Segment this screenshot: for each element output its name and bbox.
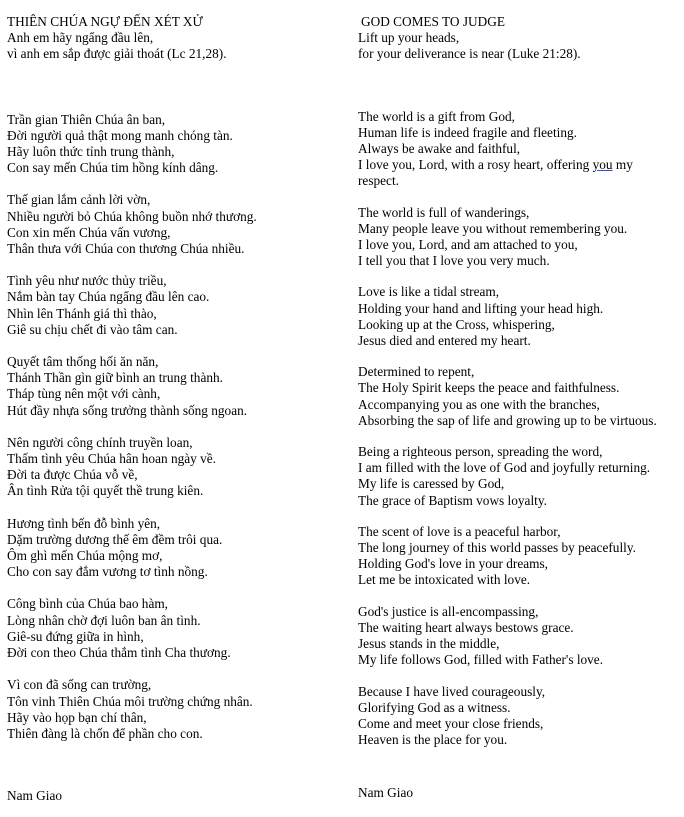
- epigraph-line: Anh em hãy ngẩng đầu lên,: [7, 30, 154, 46]
- poem-stanzas-english: [358, 109, 680, 749]
- poem-line: Giê su chịu chết đi vào tâm can.: [7, 321, 178, 337]
- poem-title-english: GOD COMES TO JUDGE: [361, 14, 505, 29]
- poem-line: I tell you that I love you very much.: [358, 253, 550, 269]
- stanza: [7, 112, 342, 177]
- poem-line: Glorifying God as a witness.: [358, 699, 511, 715]
- poem-line: Love is like a tidal stream,: [358, 284, 500, 300]
- stanza: [358, 444, 680, 509]
- poem-line: I am filled with the love of God and joyfully returning.: [358, 460, 651, 476]
- poem-line: Absorbing the sap of life and growing up to be virtuous.: [358, 412, 657, 428]
- epigraph-line: Lift up your heads,: [358, 30, 460, 46]
- english-poem-column: [358, 14, 680, 763]
- poem-line: Con say mến Chúa tim hồng kính dâng.: [7, 160, 219, 176]
- poem-line: Nhìn lên Thánh giá thì thào,: [7, 305, 157, 321]
- poem-line: Thánh Thần gìn giữ bình an trung thành.: [7, 370, 223, 386]
- stanza: [7, 435, 342, 500]
- poem-line: The scent of love is a peaceful harbor,: [358, 523, 561, 539]
- poem-stanzas-vietnamese: [7, 112, 342, 743]
- stanza: [358, 684, 680, 749]
- poem-line: Vì con đã sống can trường,: [7, 677, 152, 693]
- stanza: [7, 677, 342, 742]
- poem-line: Let me be intoxicated with love.: [358, 572, 531, 588]
- stanza: [358, 109, 680, 190]
- stanza: [7, 192, 342, 257]
- poem-line: Holding God's love in your dreams,: [358, 556, 549, 572]
- poem-line: Tháp tùng nên một với cành,: [7, 386, 161, 402]
- epigraph-line: for your deliverance is near (Luke 21:28).: [358, 46, 581, 62]
- poem-line: I love you, Lord, and am attached to you,: [358, 237, 578, 253]
- poem-line: Giê-su đứng giữa in hình,: [7, 628, 144, 644]
- poem-line: Thế gian lắm cảnh lời vờn,: [7, 192, 151, 208]
- poem-line: The Holy Spirit keeps the peace and faithfulness.: [358, 380, 620, 396]
- spellcheck-underline: you: [592, 157, 613, 173]
- poem-line: Tình yêu như nước thủy triều,: [7, 273, 167, 289]
- epigraph-line: vì anh em sắp được giải thoát (Lc 21,28).: [7, 46, 227, 62]
- poem-line: Đời người quả thật mong manh chóng tàn.: [7, 127, 233, 143]
- poem-line: Holding your hand and lifting your head high.: [358, 300, 604, 316]
- poem-line: Ân tình Rửa tội quyết thề trung kiên.: [7, 483, 204, 499]
- poem-line: Heaven is the place for you.: [358, 732, 508, 748]
- poem-line: God's justice is all-encompassing,: [358, 603, 539, 619]
- poem-line: Trần gian Thiên Chúa ân ban,: [7, 111, 166, 127]
- poem-line: The world is full of wanderings,: [358, 204, 530, 220]
- vietnamese-poem-column: [7, 14, 342, 758]
- poem-line: Công bình của Chúa bao hàm,: [7, 596, 169, 612]
- poem-line: Jesus died and entered my heart.: [358, 333, 531, 349]
- poem-line: Nhiều người bỏ Chúa không buồn nhớ thương.: [7, 208, 257, 224]
- stanza: [358, 604, 680, 669]
- poem-line: Hãy luôn thức tỉnh trung thành,: [7, 144, 175, 160]
- poem-line: Always be awake and faithful,: [358, 141, 521, 157]
- poem-line: Hương tình bến đỗ bình yên,: [7, 515, 161, 531]
- stanza: [358, 524, 680, 589]
- poem-line: Hút đầy nhựa sống trưởng thành sống ngoan.: [7, 402, 248, 418]
- poem-line: The grace of Baptism vows loyalty.: [358, 492, 547, 508]
- poem-line: Cho con say đắm vương tơ tình nồng.: [7, 564, 208, 580]
- poem-line: Human life is indeed fragile and fleeting.: [358, 124, 577, 140]
- stanza: [7, 273, 342, 338]
- poem-line: Thiên đàng là chốn để phần cho con.: [7, 725, 203, 741]
- poem-line: Many people leave you without remembering you.: [358, 220, 628, 236]
- poem-line: Lòng nhân chờ đợi luôn ban ân tình.: [7, 612, 201, 628]
- poem-title-vietnamese: THIÊN CHÚA NGỰ ĐẾN XÉT XỬ: [7, 14, 203, 29]
- poem-epigraph-vietnamese: [7, 30, 342, 62]
- poem-line: Thấm tình yêu Chúa hân hoan ngày về.: [7, 451, 217, 467]
- author-name-english: Nam Giao: [358, 785, 414, 800]
- poem-line: Dặm trường dương thế êm đềm trôi qua.: [7, 531, 223, 547]
- poem-line: I love you, Lord, with a rosy heart, offering you my: [358, 157, 633, 173]
- poem-line: The long journey of this world passes by peacefully.: [358, 540, 636, 556]
- poem-line: Accompanying you as one with the branches,: [358, 396, 600, 412]
- poem-line: Thân thưa với Chúa con thương Chúa nhiều.: [7, 241, 245, 257]
- stanza: [7, 354, 342, 419]
- poem-line: Tôn vinh Thiên Chúa môi trường chứng nhân.: [7, 693, 253, 709]
- poem-line: Come and meet your close friends,: [358, 715, 544, 731]
- poem-line: Jesus stands in the middle,: [358, 636, 500, 652]
- author-name-vietnamese: Nam Giao: [7, 788, 63, 803]
- poem-line: Because I have lived courageously,: [358, 683, 546, 699]
- poem-line: Đời ta được Chúa vỗ về,: [7, 467, 138, 483]
- poem-line: Ôm ghì mến Chúa mộng mơ,: [7, 548, 163, 564]
- poem-line: My life is caressed by God,: [358, 476, 505, 492]
- stanza: [358, 364, 680, 429]
- stanza: [358, 284, 680, 349]
- poem-line: My life follows God, filled with Father's love.: [358, 652, 604, 668]
- poem-line: Đời con theo Chúa thắm tình Cha thương.: [7, 645, 231, 661]
- stanza: [7, 516, 342, 581]
- poem-line: Con xin mến Chúa vấn vương,: [7, 224, 171, 240]
- poem-line: respect.: [358, 173, 399, 189]
- poem-epigraph-english: [358, 30, 680, 62]
- poem-line: Quyết tâm thống hối ăn năn,: [7, 354, 159, 370]
- poem-line: The waiting heart always bestows grace.: [358, 619, 574, 635]
- poem-line: Nên người công chính truyền loan,: [7, 434, 193, 450]
- poem-line: Being a righteous person, spreading the word,: [358, 444, 603, 460]
- poem-line: The world is a gift from God,: [358, 108, 515, 124]
- stanza: [7, 596, 342, 661]
- poem-line: Hãy vào họp bạn chí thân,: [7, 709, 147, 725]
- poem-line: Determined to repent,: [358, 364, 475, 380]
- poem-line: Looking up at the Cross, whispering,: [358, 316, 555, 332]
- stanza: [358, 205, 680, 270]
- poem-line: Nắm bàn tay Chúa ngẩng đầu lên cao.: [7, 289, 210, 305]
